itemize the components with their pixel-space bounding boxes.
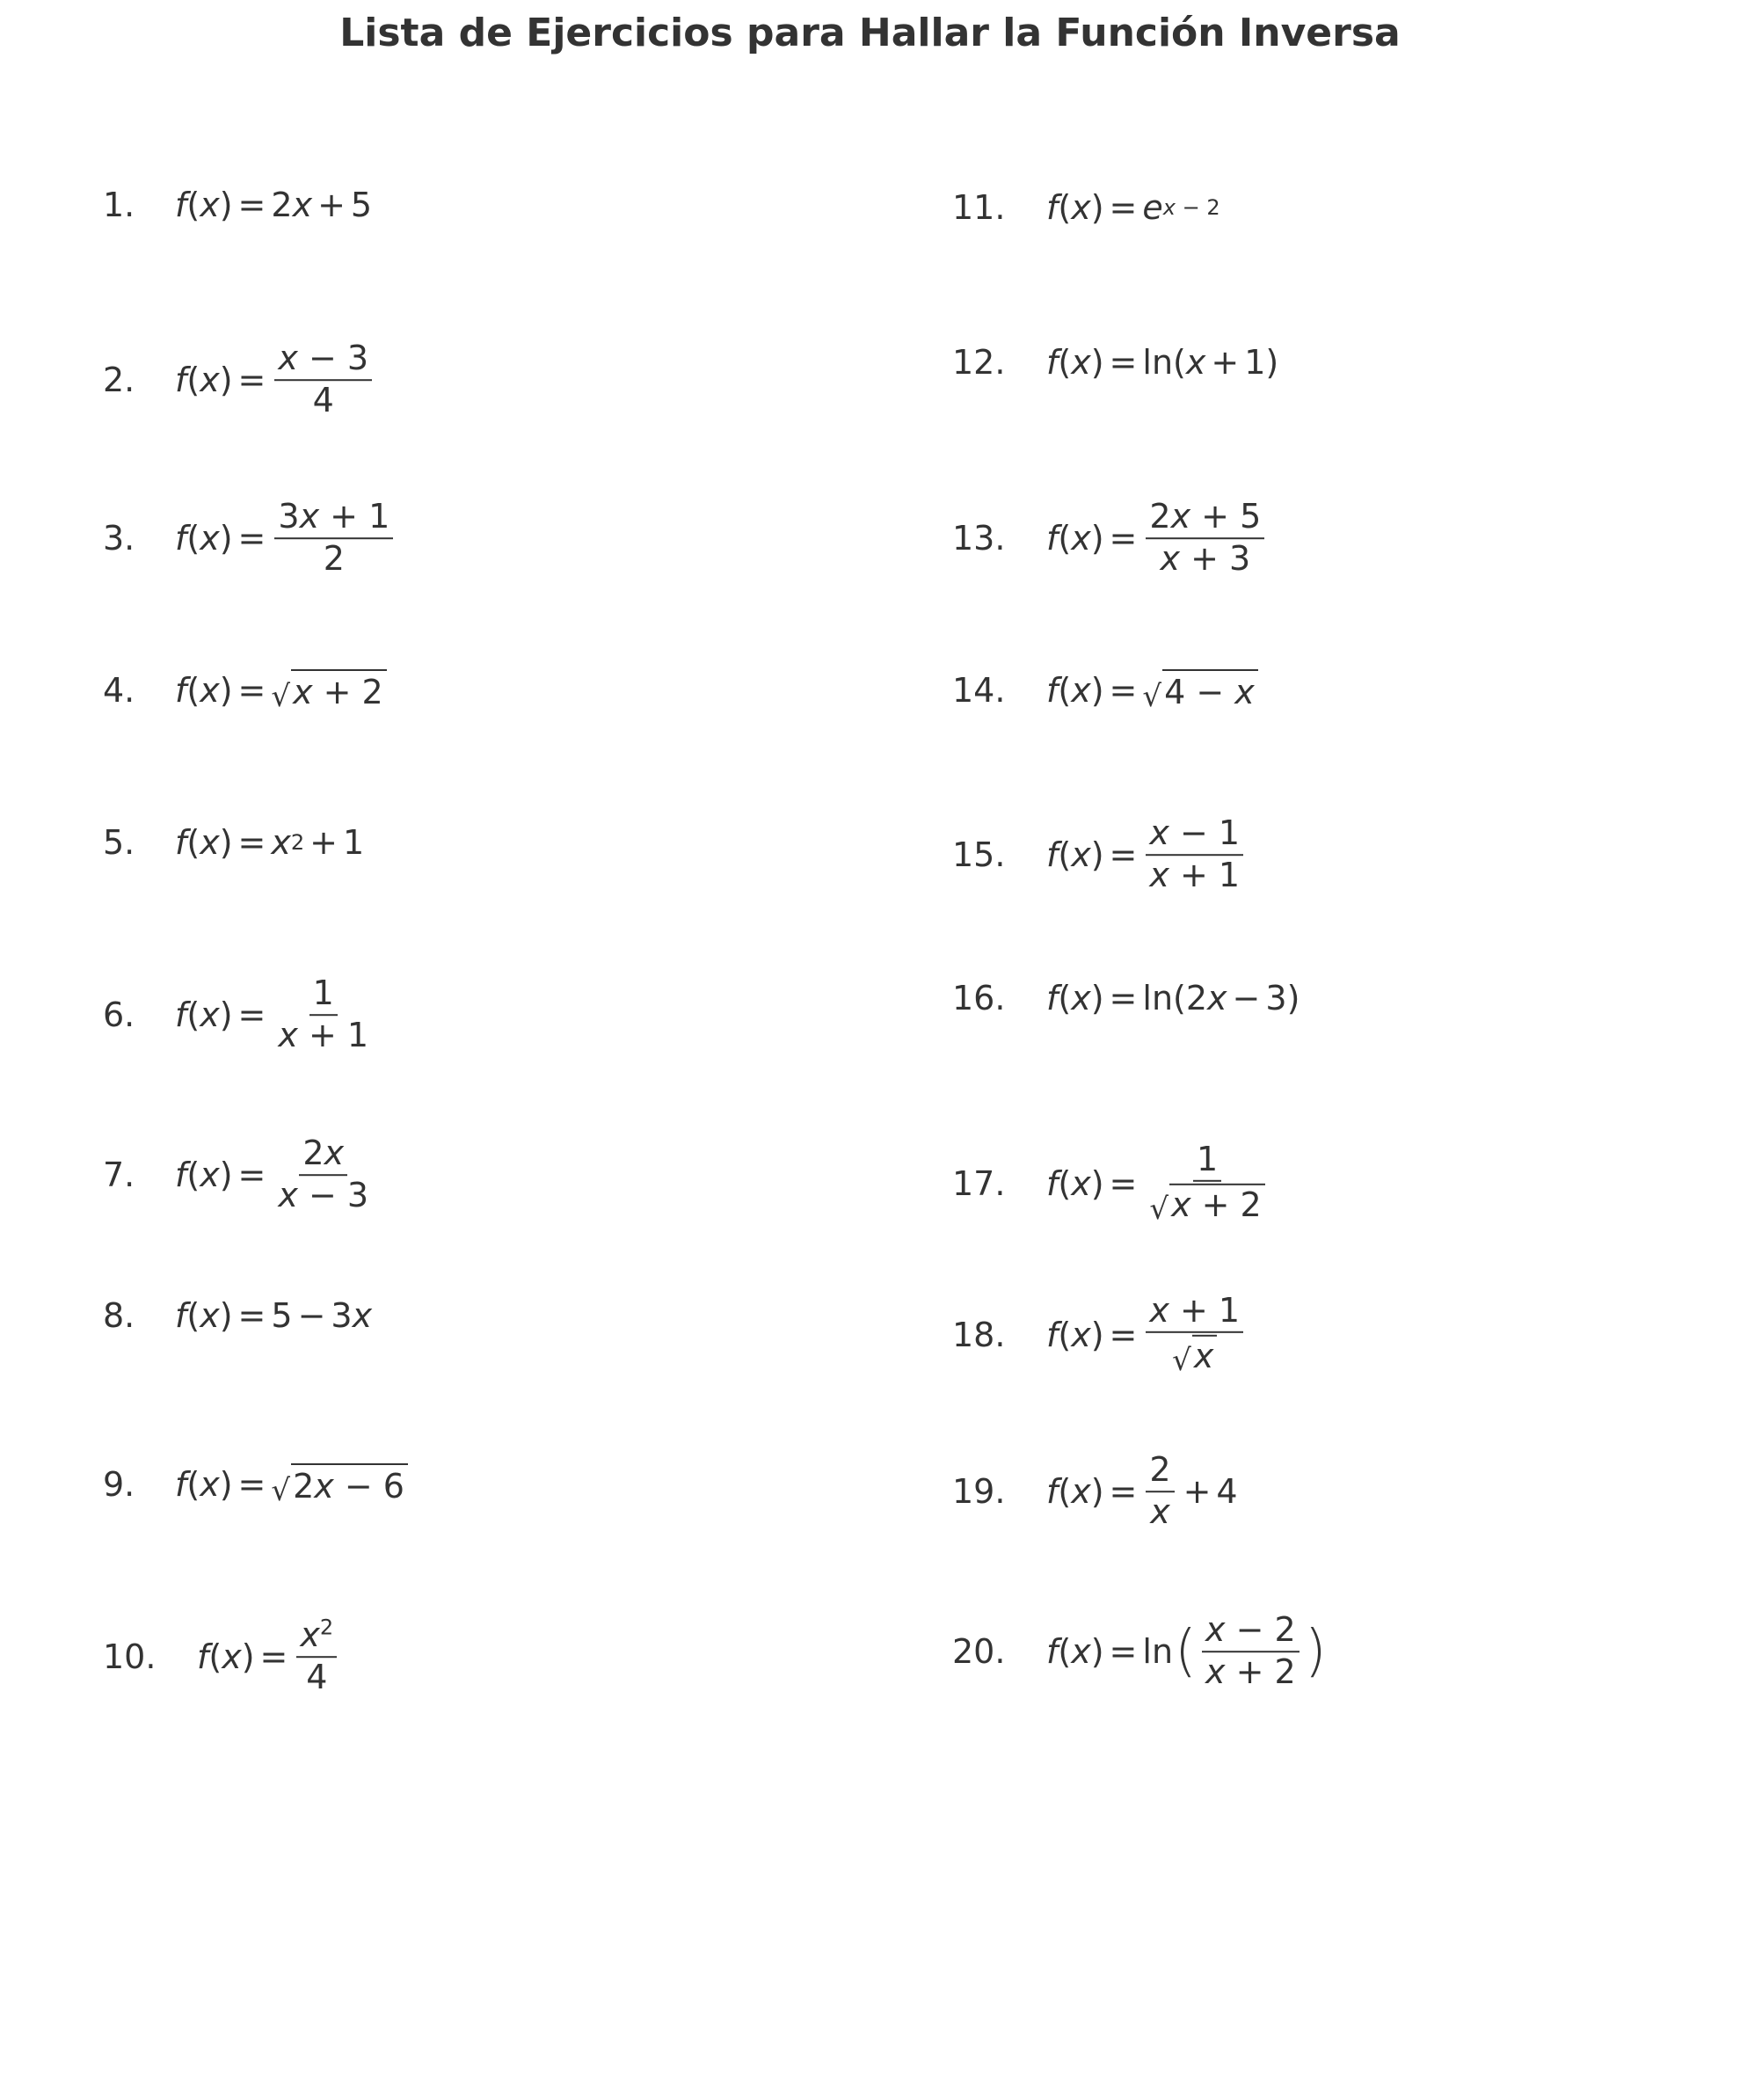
exercise-9 <box>103 1463 408 1506</box>
exercise-1 <box>103 186 372 224</box>
exercise-number: 2. <box>103 361 135 399</box>
exercise-formula: f ( x ) = 1 √ x + 2 <box>1046 1141 1272 1226</box>
exercise-number: 4. <box>103 671 135 710</box>
exercise-18 <box>952 1290 1247 1378</box>
exercise-formula: f ( x ) = $\frac{x^2}{4}$ <box>197 1617 340 1696</box>
exercise-formula: f ( x ) = $\frac{3x + 1}{2}$ <box>175 499 397 578</box>
exercise-number: 13. <box>952 519 1006 558</box>
exercise-7 <box>103 1135 375 1214</box>
exercise-number: 11. <box>952 188 1006 227</box>
exercise-number: 10. <box>103 1637 157 1676</box>
exercise-number: 15. <box>952 835 1006 874</box>
exercise-formula: f ( x ) = $\frac{2x}{x - 3}$ <box>175 1134 369 1214</box>
exercise-17 <box>952 1141 1272 1226</box>
exercise-16 <box>952 979 1300 1017</box>
exercise-formula: f ( x ) = $\frac{x - 3}{4}$ <box>175 340 375 419</box>
exercise-number: 20. <box>952 1632 1006 1671</box>
exercise-19 <box>952 1452 1238 1531</box>
exercise-formula: f ( x ) = $\frac{1}{x + 1}$ <box>175 973 369 1054</box>
exercise-number: 16. <box>952 979 1006 1017</box>
exercise-15 <box>952 815 1247 894</box>
exercise-formula: f ( x ) = 5 − 3 x <box>175 1296 373 1335</box>
page-title: Lista de Ejercicios para Hallar la Función Inversa <box>339 11 1401 55</box>
exercise-formula: f ( x ) = ln(2 x − 3) <box>1046 979 1300 1017</box>
exercise-6 <box>103 975 375 1054</box>
exercise-10 <box>103 1617 340 1696</box>
exercise-number: 3. <box>103 519 135 558</box>
exercise-number: 6. <box>103 995 135 1034</box>
exercise-formula: f ( x ) = √ 2x − 6 <box>175 1463 408 1506</box>
exercise-number: 1. <box>103 186 135 224</box>
exercise-3 <box>103 499 397 578</box>
exercise-14 <box>952 669 1258 714</box>
exercise-formula: f ( x ) = √ x + 2 <box>175 669 387 711</box>
exercise-number: 17. <box>952 1163 1006 1203</box>
exercise-formula: f ( x ) = √ 4 − x <box>1046 669 1258 711</box>
exercise-formula: f ( x ) = 2 x + 5 <box>175 186 373 224</box>
exercise-formula: f ( x ) = ln( x + 1) <box>1046 343 1279 382</box>
exercise-number: 8. <box>103 1296 135 1335</box>
exercise-formula: f ( x ) = ln ( $\frac{x - 2}{x + 2}$ ) <box>1046 1610 1327 1691</box>
exercise-5 <box>103 823 364 862</box>
exercise-formula: f ( x ) = $\frac{x - 1}{x + 1}$ <box>1046 815 1247 894</box>
exercise-number: 19. <box>952 1472 1006 1511</box>
exercise-20 <box>952 1612 1329 1691</box>
exercise-number: 18. <box>952 1315 1006 1354</box>
exercise-number: 14. <box>952 671 1006 710</box>
exercise-number: 5. <box>103 823 135 862</box>
exercise-formula: f ( x ) = e x − 2 <box>1046 188 1220 227</box>
exercise-number: 7. <box>103 1156 135 1194</box>
exercise-11 <box>952 188 1220 227</box>
exercise-2 <box>103 340 375 419</box>
exercise-formula: f ( x ) = x 2 + 1 <box>175 823 365 862</box>
exercise-number: 12. <box>952 343 1006 382</box>
exercise-formula: f ( x ) = $\frac{2x + 5}{x + 3}$ <box>1046 499 1268 578</box>
exercise-number: 9. <box>103 1465 135 1504</box>
exercise-formula: f ( x ) = $\frac{2}{x}$ + 4 <box>1046 1450 1238 1531</box>
exercise-12 <box>952 343 1278 382</box>
exercise-formula: f ( x ) = x + 1 √ x <box>1046 1293 1247 1377</box>
exercise-4 <box>103 669 387 714</box>
exercise-8 <box>103 1296 372 1335</box>
exercise-13 <box>952 499 1268 578</box>
